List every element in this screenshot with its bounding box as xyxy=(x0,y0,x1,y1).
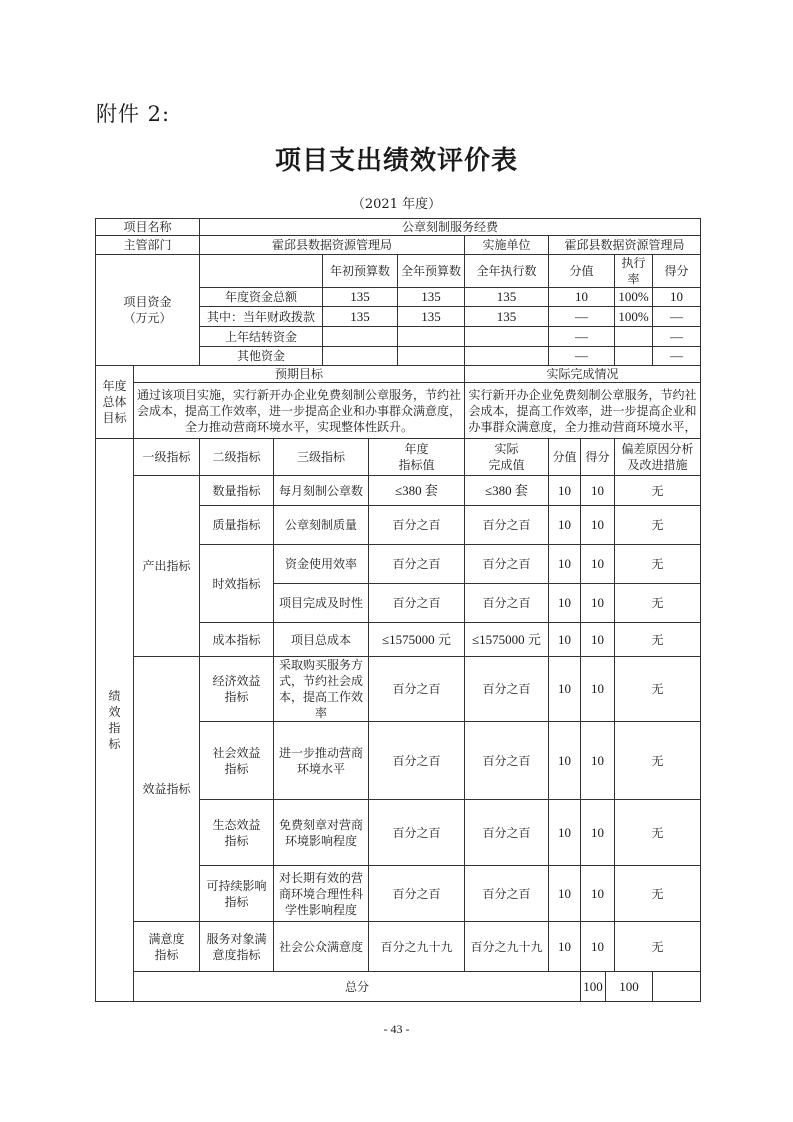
col-annual-budget: 全年预算数 xyxy=(398,255,465,288)
score-value: 10 xyxy=(549,657,581,722)
sub-line: 经济效益 xyxy=(212,674,261,688)
funds-label-line2: （万元） xyxy=(123,311,172,325)
header-target-line: 指标值 xyxy=(398,458,435,472)
score: 10 xyxy=(581,657,615,722)
side-label-char: 绩 xyxy=(108,689,121,703)
funds-score: — xyxy=(653,307,701,327)
actual-result-line: 实行新开办企业免费刻制公章服务，节约社 xyxy=(468,387,697,402)
score: 10 xyxy=(581,922,615,972)
sub-service-satisfaction xyxy=(200,922,274,972)
funds-rate xyxy=(615,327,653,347)
level3-indicator xyxy=(274,657,369,722)
implementer-label: 实施单位 xyxy=(465,236,549,255)
header-target-line: 年度 xyxy=(404,442,429,456)
expected-goal-text xyxy=(134,383,465,439)
funds-annual: 135 xyxy=(398,288,465,307)
implementer-value: 霍邱县数据资源管理局 xyxy=(549,236,701,255)
actual-value: 百分之百 xyxy=(465,866,549,922)
funds-executed: 135 xyxy=(465,288,549,307)
header-level2: 二级指标 xyxy=(200,439,274,476)
header-deviation-line: 偏差原因分析 xyxy=(621,442,694,456)
actual-value: 百分之百 xyxy=(465,800,549,866)
total-deviation xyxy=(653,972,701,1002)
funds-initial xyxy=(323,347,398,366)
level3-line: 环境影响程度 xyxy=(284,833,357,848)
score-value: 10 xyxy=(549,545,581,584)
funds-score: 10 xyxy=(653,288,701,307)
goals-text-row xyxy=(96,383,701,439)
level3-line: 采取购买服务方 xyxy=(278,658,363,672)
sub-quantity: 数量指标 xyxy=(200,476,274,506)
page-number: - 43 - xyxy=(383,1022,410,1036)
target-value: 百分之百 xyxy=(369,657,465,722)
goals-label-line: 目标 xyxy=(102,411,127,425)
target-value: ≤1575000 元 xyxy=(369,623,465,657)
group-line: 满意度 xyxy=(148,931,185,946)
score: 10 xyxy=(581,800,615,866)
actual-value: 百分之百 xyxy=(465,722,549,800)
funds-executed: 135 xyxy=(465,307,549,327)
side-label-char: 标 xyxy=(108,737,121,751)
indicator-row xyxy=(96,657,701,722)
sub-line: 指标 xyxy=(224,761,249,776)
actual-value: ≤1575000 元 xyxy=(465,623,549,657)
group-benefit: 效益指标 xyxy=(134,657,200,922)
score: 10 xyxy=(581,506,615,545)
funds-score-value: — xyxy=(549,347,615,366)
score-value: 10 xyxy=(549,922,581,972)
sub-timeliness: 时效指标 xyxy=(200,545,274,623)
col-initial-budget: 年初预算数 xyxy=(323,255,398,288)
deviation: 无 xyxy=(615,476,701,506)
deviation: 无 xyxy=(615,545,701,584)
col-executed: 全年执行数 xyxy=(465,255,549,288)
deviation: 无 xyxy=(615,584,701,623)
group-output: 产出指标 xyxy=(134,476,200,657)
actual-result-line: 会成本，提高工作效率，进一步提高企业和 xyxy=(468,403,697,418)
deviation: 无 xyxy=(615,800,701,866)
col-execution-rate: 执行率 xyxy=(615,255,653,288)
attachment-label: 附件 2: xyxy=(96,102,171,126)
score: 10 xyxy=(581,584,615,623)
expected-goal-line: 会成本，提高工作效率，进一步提高企业和办事群众满意度， xyxy=(136,403,461,418)
funds-row-name: 上年结转资金 xyxy=(200,327,323,347)
score: 10 xyxy=(581,866,615,922)
sub-social xyxy=(200,722,274,800)
goals-label-line: 年度 xyxy=(102,379,127,393)
actual-result-header: 实际完成情况 xyxy=(465,366,701,383)
actual-value: 百分之百 xyxy=(465,545,549,584)
score-value: 10 xyxy=(549,623,581,657)
col-score: 得分 xyxy=(653,255,701,288)
target-value: 百分之百 xyxy=(369,866,465,922)
score-value: 10 xyxy=(549,800,581,866)
funds-blank-header xyxy=(200,255,323,288)
score-value: 10 xyxy=(549,476,581,506)
side-label-char: 指 xyxy=(108,721,121,735)
level3-line: 本，提高工作效率 xyxy=(278,690,363,720)
expected-goal-line: 全力推动营商环境水平，实现整体性跃升。 xyxy=(184,419,413,434)
score: 10 xyxy=(581,623,615,657)
level3-line: 商环境合理性科 xyxy=(278,886,363,901)
level3-indicator: 每月刻制公章数 xyxy=(274,476,369,506)
group-line: 指标 xyxy=(154,947,179,962)
funds-rate: 100% xyxy=(615,307,653,327)
evaluation-table xyxy=(95,218,701,1002)
target-value: 百分之百 xyxy=(369,800,465,866)
level3-indicator xyxy=(274,800,369,866)
goals-label-line: 总体 xyxy=(102,395,127,409)
header-deviation xyxy=(615,439,701,476)
funds-score: — xyxy=(653,327,701,347)
deviation: 无 xyxy=(615,866,701,922)
target-value: 百分之九十九 xyxy=(369,922,465,972)
score: 10 xyxy=(581,476,615,506)
project-name-row xyxy=(96,219,701,236)
score-value: 10 xyxy=(549,722,581,800)
project-name-value: 公章刻制服务经费 xyxy=(200,219,701,236)
sub-ecological xyxy=(200,800,274,866)
funds-header-row xyxy=(96,255,701,288)
level3-line: 环境水平 xyxy=(296,761,345,776)
target-value: ≤380 套 xyxy=(369,476,465,506)
funds-executed xyxy=(465,327,549,347)
indicator-row xyxy=(96,476,701,506)
level3-line: 对长期有效的营 xyxy=(278,870,363,885)
level3-indicator: 社会公众满意度 xyxy=(274,922,369,972)
group-satisfaction xyxy=(134,922,200,972)
score-value: 10 xyxy=(549,584,581,623)
department-label: 主管部门 xyxy=(96,236,200,255)
funds-score-value: — xyxy=(549,307,615,327)
col-score-value: 分值 xyxy=(549,255,615,288)
score-value: 10 xyxy=(549,506,581,545)
header-level1: 一级指标 xyxy=(134,439,200,476)
deviation: 无 xyxy=(615,922,701,972)
funds-annual xyxy=(398,327,465,347)
deviation: 无 xyxy=(615,623,701,657)
header-actual-line: 完成值 xyxy=(488,458,525,472)
sub-line: 服务对象满 xyxy=(206,931,267,946)
deviation: 无 xyxy=(615,657,701,722)
sub-line: 意度指标 xyxy=(212,947,261,962)
funds-row-name: 年度资金总额 xyxy=(200,288,323,307)
funds-initial xyxy=(323,327,398,347)
level3-line: 式，节约社会成 xyxy=(278,674,363,688)
level3-indicator xyxy=(274,866,369,922)
goals-header-row xyxy=(96,366,701,383)
total-score: 100 xyxy=(606,972,653,1002)
sub-cost: 成本指标 xyxy=(200,623,274,657)
level3-line: 免费刻章对营商 xyxy=(278,817,363,832)
level3-indicator: 项目完成及时性 xyxy=(274,584,369,623)
header-actual-line: 实际 xyxy=(494,442,519,456)
actual-value: ≤380 套 xyxy=(465,476,549,506)
goals-label xyxy=(96,366,134,439)
funds-initial: 135 xyxy=(323,307,398,327)
header-target xyxy=(369,439,465,476)
score-value: 10 xyxy=(549,866,581,922)
header-actual xyxy=(465,439,549,476)
funds-initial: 135 xyxy=(323,288,398,307)
indicator-header-row xyxy=(96,439,701,476)
score: 10 xyxy=(581,545,615,584)
actual-value: 百分之百 xyxy=(465,584,549,623)
level3-indicator: 项目总成本 xyxy=(274,623,369,657)
deviation: 无 xyxy=(615,722,701,800)
sub-line: 生态效益 xyxy=(212,817,261,832)
total-score-value: 100 xyxy=(581,972,606,1002)
funds-annual: 135 xyxy=(398,307,465,327)
funds-annual xyxy=(398,347,465,366)
level3-indicator xyxy=(274,722,369,800)
level3-line: 进一步推动营商 xyxy=(278,745,363,760)
department-row xyxy=(96,236,701,255)
funds-rate: 100% xyxy=(615,288,653,307)
target-value: 百分之百 xyxy=(369,722,465,800)
total-label: 总分 xyxy=(134,972,581,1002)
sub-sustainability xyxy=(200,866,274,922)
funds-score: — xyxy=(653,347,701,366)
sub-line: 可持续影响 xyxy=(206,878,267,893)
project-name-label: 项目名称 xyxy=(96,219,200,236)
funds-label-line1: 项目资金 xyxy=(123,295,172,309)
level3-line: 学性影响程度 xyxy=(284,902,357,917)
actual-value: 百分之百 xyxy=(465,506,549,545)
sub-line: 指标 xyxy=(224,690,249,704)
target-value: 百分之百 xyxy=(369,506,465,545)
performance-indicators-label xyxy=(96,439,134,1002)
sub-line: 指标 xyxy=(224,833,249,848)
level3-indicator: 公章刻制质量 xyxy=(274,506,369,545)
actual-result-text xyxy=(465,383,701,439)
actual-value: 百分之百 xyxy=(465,657,549,722)
side-label-char: 效 xyxy=(108,705,121,719)
deviation: 无 xyxy=(615,506,701,545)
sub-line: 指标 xyxy=(224,894,249,909)
sub-economic xyxy=(200,657,274,722)
funds-score-value: — xyxy=(549,327,615,347)
funds-executed xyxy=(465,347,549,366)
level3-indicator: 资金使用效率 xyxy=(274,545,369,584)
expected-goal-header: 预期目标 xyxy=(134,366,465,383)
page-title: 项目支出绩效评价表 xyxy=(274,146,518,176)
expected-goal-line: 通过该项目实施，实行新开办企业免费刻制公章服务，节约社 xyxy=(136,387,461,402)
actual-result-line: 办事群众满意度，全力推动营商环境水平， xyxy=(468,419,697,434)
actual-value: 百分之九十九 xyxy=(465,922,549,972)
fiscal-year: （2021 年度） xyxy=(351,197,442,212)
funds-label xyxy=(96,255,200,366)
indicator-row xyxy=(96,922,701,972)
header-deviation-line: 及改进措施 xyxy=(627,458,688,472)
funds-score-value: 10 xyxy=(549,288,615,307)
department-value: 霍邱县数据资源管理局 xyxy=(200,236,465,255)
total-row xyxy=(96,972,701,1002)
header-score-value: 分值 xyxy=(549,439,581,476)
funds-row-name: 其他资金 xyxy=(200,347,323,366)
target-value: 百分之百 xyxy=(369,584,465,623)
funds-row-name: 其中：当年财政拨款 xyxy=(200,307,323,327)
target-value: 百分之百 xyxy=(369,545,465,584)
sub-quality: 质量指标 xyxy=(200,506,274,545)
sub-line: 社会效益 xyxy=(212,745,261,760)
header-level3: 三级指标 xyxy=(274,439,369,476)
funds-rate xyxy=(615,347,653,366)
header-score: 得分 xyxy=(581,439,615,476)
score: 10 xyxy=(581,722,615,800)
